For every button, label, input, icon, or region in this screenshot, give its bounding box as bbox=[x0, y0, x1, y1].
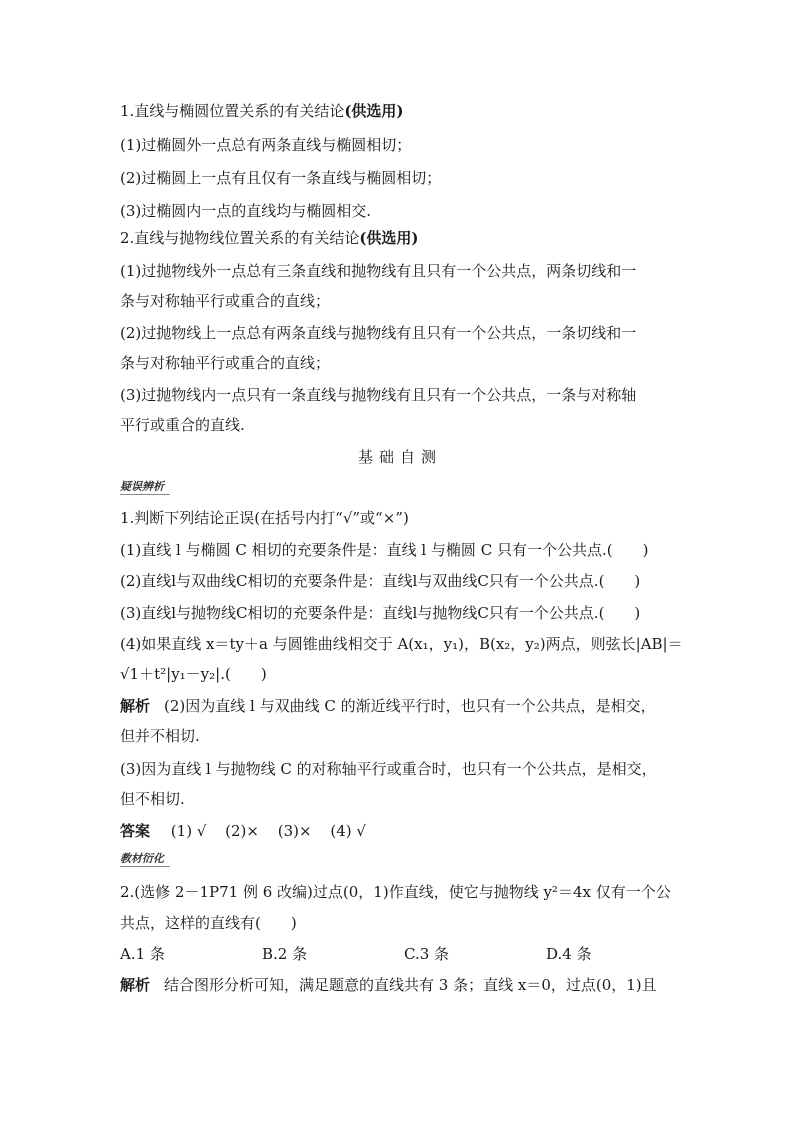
section2-item2-line2: 条与对称轴平行或重合的直线； bbox=[120, 354, 331, 372]
q1-answer-3: (3)× bbox=[277, 822, 312, 840]
q1-answer-1: (1) √ bbox=[170, 822, 207, 840]
q2-options bbox=[120, 944, 680, 964]
q1-answer-2: (2)× bbox=[225, 822, 259, 840]
q1-statement-4-line1: (4)如果直线 x＝ty＋a 与圆锥曲线相交于 A(x₁，y₁)，B(x₂，y₂)两点，则弦长|AB|＝ bbox=[120, 635, 683, 653]
tag-textbook-derivation: 教材衍化 bbox=[120, 852, 170, 867]
q1-jiexi-3-line2: 但不相切. bbox=[120, 790, 185, 808]
section2-item1-line1: (1)过抛物线外一点总有三条直线和抛物线有且只有一个公共点，两条切线和一 bbox=[120, 262, 637, 280]
section-title-basic-test: 基础自测 bbox=[357, 448, 442, 466]
q1-jiexi-label: 解析 bbox=[120, 697, 151, 715]
q1-statement-3: (3)直线l与抛物线C相切的充要条件是：直线l与抛物线C只有一个公共点.( ) bbox=[120, 604, 641, 622]
q1-statement-4-line2: √1＋t²|y₁－y₂|.( ) bbox=[120, 665, 267, 683]
q1-answer-line bbox=[120, 821, 680, 841]
q2-option-d: D.4 条 bbox=[546, 945, 592, 963]
section1-item-1: (1)过椭圆外一点总有两条直线与椭圆相切； bbox=[120, 136, 412, 154]
section1-item-2: (2)过椭圆上一点有且仅有一条直线与椭圆相切； bbox=[120, 169, 442, 187]
q2-stem-line2: 共点，这样的直线有( ) bbox=[120, 914, 297, 932]
q2-jiexi-text: 结合图形分析可知，满足题意的直线共有 3 条；直线 x＝0，过点(0，1)且 bbox=[164, 976, 657, 994]
section2-item3-line2: 平行或重合的直线. bbox=[120, 416, 245, 434]
q1-jiexi-line2: 但并不相切. bbox=[120, 727, 200, 745]
section1-heading bbox=[120, 101, 680, 121]
q1-answer-4: (4) √ bbox=[330, 822, 366, 840]
q2-option-b: B.2 条 bbox=[262, 945, 308, 963]
section1-heading-note: (供选用) bbox=[344, 102, 404, 120]
section1-heading-text: 1.直线与椭圆位置关系的有关结论 bbox=[120, 102, 345, 120]
section1-item-3: (3)过椭圆内一点的直线均与椭圆相交. bbox=[120, 202, 372, 220]
q2-option-a: A.1 条 bbox=[120, 945, 165, 963]
q1-jiexi-2-text: (2)因为直线 l 与双曲线 C 的渐近线平行时，也只有一个公共点，是相交， bbox=[164, 697, 656, 715]
q1-answer-label: 答案 bbox=[120, 822, 151, 840]
q1-statement-1: (1)直线 l 与椭圆 C 相切的充要条件是：直线 l 与椭圆 C 只有一个公共点.( ) bbox=[120, 541, 649, 559]
q1-jiexi-3-line1: (3)因为直线 l 与抛物线 C 的对称轴平行或重合时，也只有一个公共点，是相交， bbox=[120, 760, 657, 778]
tag-error-analysis: 疑误辨析 bbox=[120, 480, 170, 495]
q1-stem: 1.判断下列结论正误(在括号内打“√”或“×”) bbox=[120, 509, 409, 527]
section2-heading-note: (供选用) bbox=[359, 229, 419, 247]
q1-statement-2: (2)直线l与双曲线C相切的充要条件是：直线l与双曲线C只有一个公共点.( ) bbox=[120, 572, 641, 590]
q2-stem-line1: 2.(选修 2－1P71 例 6 改编)过点(0，1)作直线，使它与抛物线 y²＝4x 仅有一个公 bbox=[120, 883, 671, 901]
q2-option-c: C.3 条 bbox=[404, 945, 450, 963]
section2-item3-line1: (3)过抛物线内一点只有一条直线与抛物线有且只有一个公共点，一条与对称轴 bbox=[120, 386, 637, 404]
section2-heading-text: 2.直线与抛物线位置关系的有关结论 bbox=[120, 229, 360, 247]
section2-item2-line1: (2)过抛物线上一点总有两条直线与抛物线有且只有一个公共点，一条切线和一 bbox=[120, 324, 637, 342]
section2-item1-line2: 条与对称轴平行或重合的直线； bbox=[120, 292, 331, 310]
q1-jiexi-line1 bbox=[120, 696, 680, 716]
q2-jiexi-line bbox=[120, 975, 680, 995]
q2-jiexi-label: 解析 bbox=[120, 976, 151, 994]
section2-heading bbox=[120, 228, 680, 248]
